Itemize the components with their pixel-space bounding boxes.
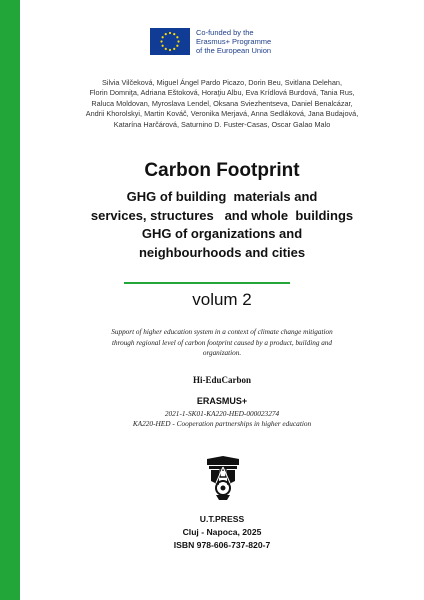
eu-star-icon [165,33,167,35]
project-code: 2021-1-SK01-KA220-HED-000023274 [164,409,280,418]
eu-cofunded-logo [150,28,271,55]
eu-flag-icon [150,28,190,55]
partnership-type: KA220-HED - Cooperation partnerships in higher education [132,419,312,428]
eu-star-icon [176,36,178,38]
publisher-city-year: Cluj - Napoca, 2025 [182,527,262,537]
eu-star-icon [169,32,171,34]
publisher-name: U.T.PRESS [199,514,245,524]
authors-line: Katarína Harčárová, Saturnino D. Fuster-Casas, Oscar Galao Malo [113,119,331,129]
publisher-info [20,513,424,552]
isbn: ISBN 978-606-737-820-7 [173,540,271,550]
volume-label: volum 2 [192,290,252,309]
eu-star-icon [165,48,167,50]
description-line: organization. [202,349,242,357]
eu-text-line-1: Co-funded by the [196,28,254,37]
eu-star-icon [162,45,164,47]
authors-line: Raluca Moldovan, Myroslava Lendel, Oksana Sviezhentseva, Daniel Benalcázar, [91,98,353,108]
book-cover [20,0,424,600]
subtitle-line: GHG of building materials and [126,189,318,204]
utpress-emblem-icon [203,455,243,501]
authors-line: Silvia Vilčeková, Miguel Ángel Pardo Picazo, Dorin Beu, Svitlana Delehan, [102,78,342,87]
subtitle-line: GHG of organizations and [141,226,303,241]
eu-star-icon [162,36,164,38]
project-name: Hi-EduCarbon [192,375,252,385]
program-name: ERASMUS+ [196,396,248,406]
eu-star-icon [176,45,178,47]
green-side-bar [0,0,20,600]
eu-text-line-2: Erasmus+ Programme [196,37,272,46]
subtitle-line: services, structures and whole buildings [90,207,354,223]
authors-list [40,78,404,130]
project-description [62,327,382,359]
book-title: Carbon Footprint [144,160,300,181]
eu-text-line-3: of the European Union [196,46,272,55]
eu-star-icon [173,33,175,35]
eu-star-icon [160,40,162,42]
authors-line: Andrii Khorolskyi, Martin Kováč, Veronika Merjavá, Anna Sedláková, Jana Budajová, [85,109,359,119]
eu-star-icon [173,48,175,50]
project-codes [20,409,424,429]
eu-star-icon [177,40,179,42]
book-subtitle [20,188,424,262]
green-divider [124,282,290,284]
description-line: Support of higher education system in a context of climate change mitigation [111,328,333,336]
authors-line: Florin Domniţa, Adriana Eštoková, Horaţiu Albu, Eva Krídlová Burdová, Tania Rus, [89,88,355,98]
eu-star-icon [169,49,171,51]
description-line: through regional level of carbon footprint caused by a product, building and [112,338,332,347]
eu-cofunded-text [196,28,271,55]
subtitle-line: neighbourhoods and cities [138,244,306,260]
